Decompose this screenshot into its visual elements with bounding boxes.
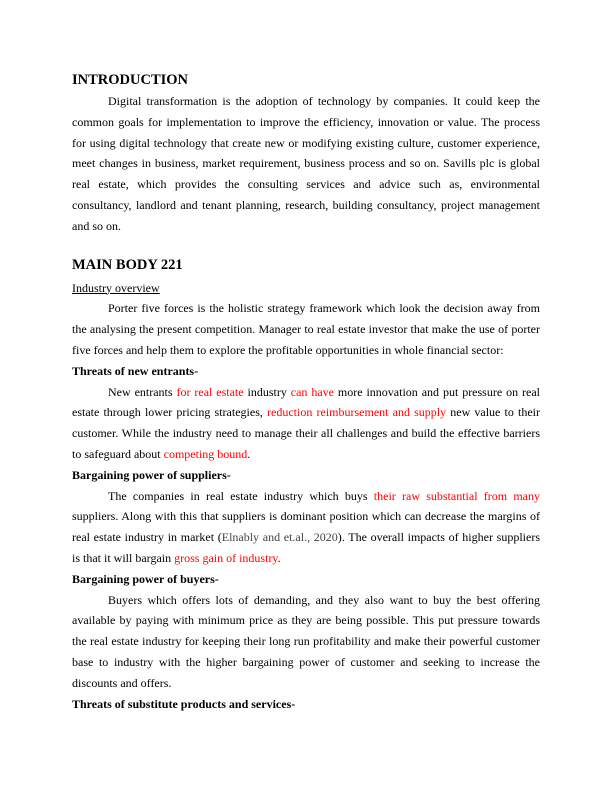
new-entrants-paragraph: [72, 382, 540, 465]
suppliers-heading: Bargaining power of suppliers-: [72, 467, 231, 482]
buyers-paragraph: Buyers which offers lots of demanding, and they also want to buy the best offering available by paying with minimum price as they are being possible. This put pressure towards the real estate industry for keeping their long run profitability and make their powerful customer base to industry with the higher bargaining power of customer and seeking to increase the discounts and offers.: [72, 592, 540, 690]
highlighted-text: gross gain of industry: [174, 550, 278, 565]
introduction-heading: INTRODUCTION: [72, 72, 189, 88]
highlighted-text: for real estate: [176, 384, 244, 399]
text-segment: New entrants: [108, 384, 177, 399]
text-segment: industry: [243, 384, 291, 399]
introduction-paragraph: Digital transformation is the adoption of technology by companies. It could keep the common goals for implementation to improve the efficiency, innovation or value. The process for using digital technology that create new or modifying existing culture, customer experience, meet changes in business, market requirement, business process and so on. Savills plc is global real estate, which provides the consulting services and advice such as, environmental consultancy, landlord and tenant planning, research, building consultancy, project management and so on.: [72, 94, 540, 233]
citation: Elnably and et.al., 2020: [221, 530, 338, 545]
new-entrants-heading: Threats of new entrants-: [72, 363, 199, 378]
highlighted-text: their raw substantial from many: [373, 488, 540, 503]
industry-overview-paragraph: Porter five forces is the holistic strategy framework which look the decision away from the analysing the present competition. Manager to real estate investor that make the use of porter five forces and help them to explore the profitable opportunities in whole financial sector:: [72, 301, 540, 357]
text-segment: new value to their customer. While the industry need to manage their all challenges and build the effective barriers to safeguard about: [72, 405, 541, 461]
substitutes-heading: Threats of substitute products and services-: [72, 696, 296, 711]
industry-overview-subheading: Industry overview: [72, 280, 160, 295]
text-segment: The companies in real estate industry which buys: [108, 488, 374, 503]
highlighted-text: competing bound: [163, 446, 248, 461]
text-segment: .: [277, 550, 281, 565]
suppliers-paragraph: [72, 486, 540, 569]
text-segment: ). The overall impacts of higher suppliers is that it will bargain: [72, 530, 540, 565]
main-body-heading: MAIN BODY 221: [72, 256, 183, 273]
document-page: [72, 70, 540, 714]
highlighted-text: can have: [290, 384, 334, 399]
buyers-heading: Bargaining power of buyers-: [72, 571, 219, 586]
text-segment: .: [247, 446, 251, 461]
text-segment: more innovation and put pressure on real estate through lower pricing strategies,: [72, 384, 540, 420]
highlighted-text: reduction reimbursement and supply: [267, 405, 447, 420]
text-segment: suppliers. Along with this that suppliers is dominant position which can decrease the margins of real estate industry in market (: [72, 509, 540, 545]
